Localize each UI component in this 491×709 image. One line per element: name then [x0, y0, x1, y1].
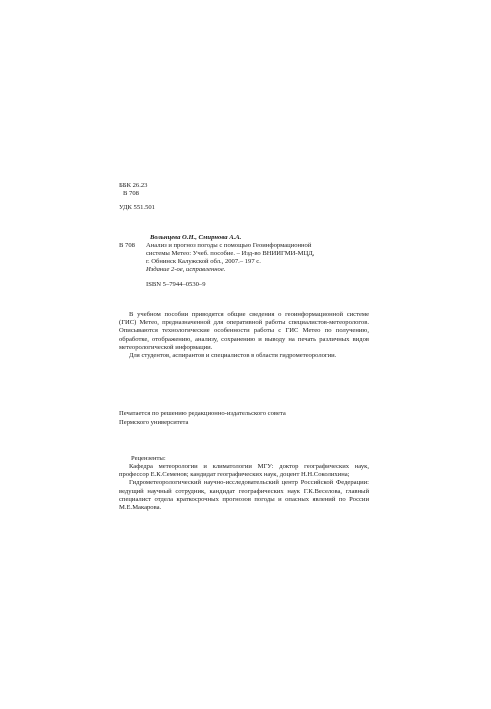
reviewers: [119, 463, 369, 512]
abstract: [119, 311, 369, 360]
biblio-authors: Вольнцева О.Н., Смирнова А.А.: [150, 234, 242, 241]
reviewer-hydromet-center: Гидрометеорологический научно-исследовательский центр Российской Федерации: ведущий научный сотрудник, кандидат географических наук Г.К.Веселова, главный специалист отдела краткосрочных прогнозов погоды и опасных явлений по России М.Е.Макарова.: [119, 479, 369, 512]
bbk-code: ББК 26.23: [119, 182, 148, 189]
publish-decision-line-2: Пермского университета: [119, 419, 189, 426]
biblio-line-2: системы Метео: Учеб. пособие. – Изд-во ВНИИГМИ-МЦД,: [146, 250, 315, 257]
abstract-paragraph: В учебном пособии приводятся общие сведения о геоинформационной системе (ГИС) Метео, предназначенной для оперативной работы специалистов-метеорологов. Описываются технологические особенности работы с ГИС Метео по получению, обработке, отображению, анализу, сохранению и выводу на печать различных видов метеорологической информации.: [119, 311, 369, 351]
bbk-sub-code: В 708: [123, 190, 139, 197]
biblio-line-1: Анализ и прогноз погоды с помощью Геоинформационной: [146, 242, 312, 249]
abstract-audience: Для студентов, аспирантов и специалистов в области гидрометеорологии.: [129, 352, 337, 360]
biblio-edition: Издание 2-ое, исправленное.: [146, 266, 226, 273]
udk-code: УДК 551.501: [119, 204, 155, 211]
biblio-line-3: г. Обнинск Калужской обл., 2007.– 197 с.: [146, 258, 261, 265]
publish-decision-line-1: Печатается по решению редакционно-издательского совета: [119, 410, 286, 417]
reviewer-msu: Кафедра метеорологии и климатологии МГУ: доктор географических наук, профессор Е.К.Семенов; кандидат географических наук, доцент Н.Н.Соколихина;: [119, 463, 369, 479]
reviewers-heading: Рецензенты:: [131, 455, 166, 462]
biblio-index: В 708: [119, 242, 135, 249]
isbn: ISBN 5–7944–0530–9: [146, 281, 206, 288]
